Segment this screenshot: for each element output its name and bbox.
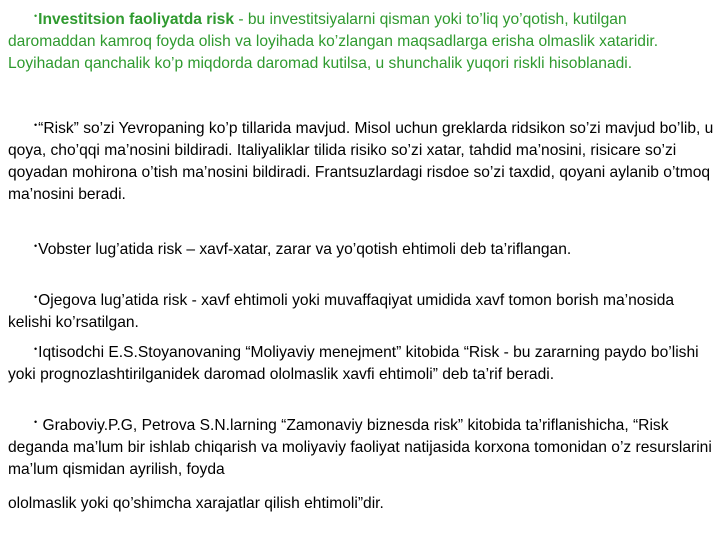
bullet-marker: • xyxy=(34,120,38,130)
bullet-marker: • xyxy=(34,417,38,427)
paragraph-last-line: ololmaslik yoki qo’shimcha xarajatlar qilish ehtimoli”dir. xyxy=(8,495,384,512)
paragraph-webster-definition xyxy=(8,235,714,261)
paragraph-ozhegov-definition xyxy=(8,286,714,334)
bullet-marker: • xyxy=(34,344,38,354)
paragraph-text: - bu investitsiyalarni qisman yoki to’liq yo’qotish, kutilgan daromaddan kamroq foyda olish va loyihada ko’zlangan maqsadlarga erisha olmaslik xataridir. Loyihadan qanchalik ko’p miqdorda daromad kutilsa, u shunchalik yuqori riskli hisoblanadi. xyxy=(8,11,659,72)
paragraph-text: Vobster lug’atida risk – xavf-xatar, zarar va yo’qotish ehtimoli deb ta’riflangan. xyxy=(38,241,572,258)
bullet-marker: • xyxy=(34,241,38,251)
paragraph-graboviy-definition xyxy=(8,411,714,515)
paragraph-risk-etymology xyxy=(8,114,714,206)
paragraph-text: “Risk” so’zi Yevropaning ko’p tillarida mavjud. Misol uchun greklarda ridsikon so’zi mavjud bo’lib, u qoya, cho’qqi ma’nosini bildiradi. Italiyaliklar tilida risiko so’zi xatar, tahdid ma’nosini, risicare so’zi qoyadan mohirona o’tish ma’nosini bildiradi. Frantsuzlardagi risdoe so’zi taxdid, qoyani aylanib o’tmoq ma’nosini beradi. xyxy=(8,120,714,203)
bullet-marker: • xyxy=(34,11,38,21)
paragraph-investment-risk xyxy=(8,5,714,75)
term-investment-risk: Investitsion faoliyatda risk xyxy=(38,11,235,28)
paragraph-text: Graboviy.P.G, Petrova S.N.larning “Zamonaviy biznesda risk” kitobida ta’riflanishicha, “Risk deganda ma’lum bir ishlab chiqarish va moliyaviy faoliyat natijasida korxona tomonidan o’z resurslarini ma’lum qismidan ayrilish, foyda xyxy=(8,417,712,478)
paragraph-text: Ojegova lug’atida risk - xavf ehtimoli yoki muvaffaqiyat umidida xavf tomon borish ma’nosida kelishi ko’rsatilgan. xyxy=(8,292,675,331)
bullet-marker: • xyxy=(34,292,38,302)
paragraph-text: Iqtisodchi E.S.Stoyanovaning “Moliyaviy menejment” kitobida “Risk - bu zararning paydo bo’lishi yoki prognozlashtirilganidek daromad ololmaslik xavfi ehtimoli” deb ta’rif beradi. xyxy=(8,344,699,383)
paragraph-stoyanova-definition xyxy=(8,338,714,386)
